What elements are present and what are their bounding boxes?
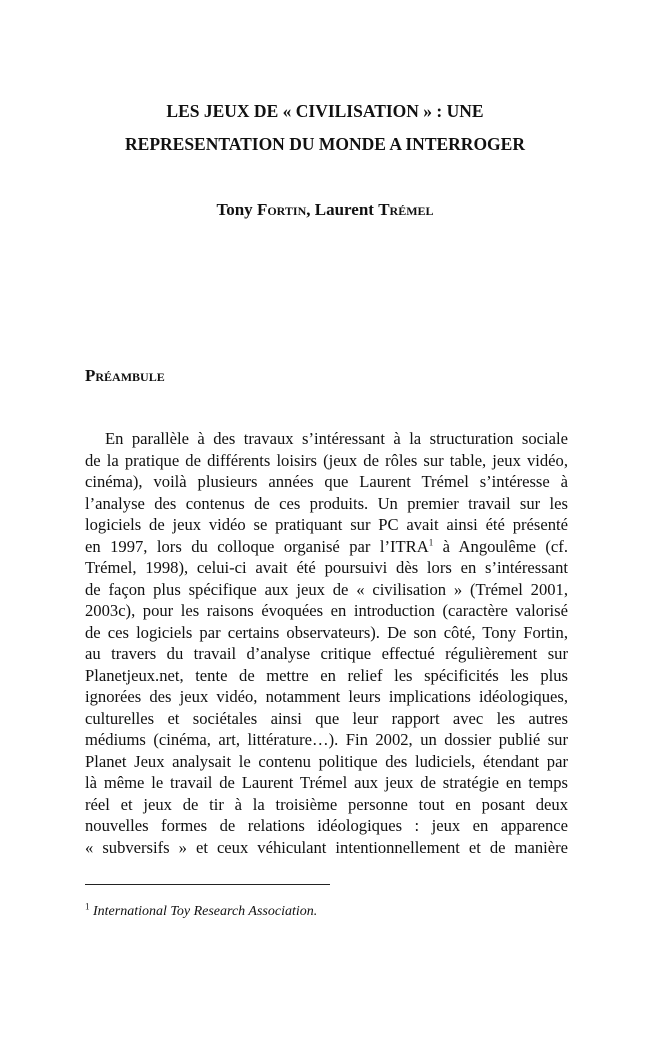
body-paragraph — [85, 428, 568, 858]
title-line-2: REPRESENTATION DU MONDE A INTERROGER — [125, 134, 525, 154]
authors — [0, 200, 650, 220]
footnote-marker: 1 — [85, 901, 90, 912]
paragraph-line-text: en 1997, lors du colloque organisé par l’ITRA — [85, 536, 429, 556]
paragraph-line: Planet Jeux analysait le contenu politique des ludiciels, étendant par — [85, 751, 568, 771]
paragraph-line: nouvelles formes de relations idéologiques : jeux en apparence — [85, 816, 568, 835]
footnote-separator — [85, 884, 330, 885]
paragraph-line: ignorées des jeux vidéo, notamment leurs implications idéologiques, — [85, 687, 568, 706]
paragraph-line: de ces logiciels par certains observateurs). De son côté, Tony Fortin, — [85, 622, 568, 642]
paragraph-line: cinéma), voilà plusieurs années que Laurent Trémel s’intéresse à — [85, 472, 568, 491]
author-1-last: Fortin — [256, 200, 307, 219]
paragraph-line: culturelles et sociétales ainsi que leur rapport avec les autres — [85, 708, 568, 728]
paragraph-line: En parallèle à des travaux s’intéressant à la structuration sociale — [105, 429, 568, 448]
paragraph-line: 2003c), pour les raisons évoquées en introduction (caractère valorisé — [85, 601, 568, 620]
author-1-first: Tony — [216, 200, 257, 219]
footnote — [85, 901, 318, 920]
paragraph-line: de la pratique de différents loisirs (jeux de rôles sur table, jeux vidéo, — [85, 450, 568, 470]
paragraph-line: « subversifs » et ceux véhiculant intentionnellement et de manière — [85, 837, 568, 857]
author-separator: , Laurent — [306, 200, 379, 219]
paragraph-line: logiciels de jeux vidéo se pratiquant sur PC avait ainsi été présenté — [85, 515, 568, 534]
paragraph-line: de façon plus spécifique aux jeux de « civilisation » (Trémel 2001, — [85, 579, 568, 599]
paragraph-line: médiums (cinéma, art, littérature…). Fin 2002, un dossier publié sur — [85, 730, 568, 749]
paragraph-line: Trémel, 1998), celui-ci avait été poursuivi dès lors en s’intéressant — [85, 558, 568, 577]
footnote-text: International Toy Research Association. — [93, 904, 318, 919]
paragraph-line: l’analyse des contenus de ces produits. Un premier travail sur les — [85, 493, 568, 513]
footnote-reference[interactable]: 1 — [428, 536, 434, 547]
author-2-last: Trémel — [378, 200, 434, 219]
paragraph-line: au travers du travail d’analyse critique effectué régulièrement sur — [85, 644, 568, 663]
paragraph-line: Planetjeux.net, tente de mettre en relief les spécificités les plus — [85, 665, 568, 685]
section-heading: Préambule — [85, 366, 165, 385]
paragraph-line — [85, 536, 568, 558]
paragraph-line: réel et jeux de tir à la troisième personne tout en posant deux — [85, 794, 568, 814]
title-line-1: LES JEUX DE « CIVILISATION » : UNE — [166, 101, 484, 121]
paragraph-line: là même le travail de Laurent Trémel aux jeux de stratégie en temps — [85, 773, 568, 792]
paragraph-line-tail: à Angoulême (cf. — [433, 536, 568, 556]
